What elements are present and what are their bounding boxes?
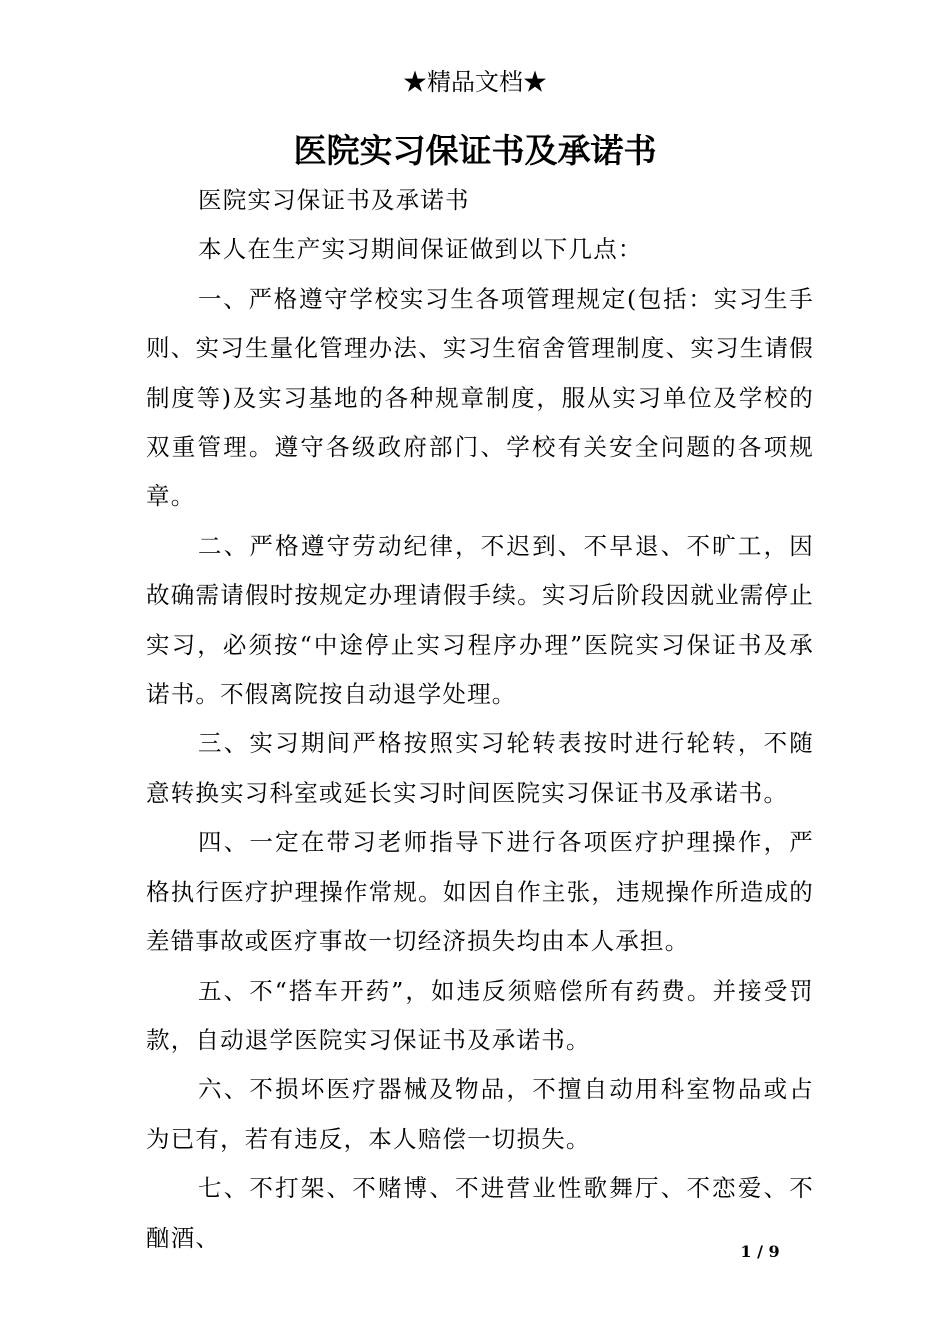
page-number: 1 / 9: [740, 1242, 780, 1261]
paragraph-item-3: 三、实习期间严格按照实习轮转表按时进行轮转，不随意转换实习科室或延长实习时间医院实习保证书及承诺书。: [146, 729, 814, 807]
paragraph-item-2: 二、严格遵守劳动纪律，不迟到、不早退、不旷工，因故确需请假时按规定办理请假手续。实习后阶段因就业需停止实习，必须按“中途停止实习程序办理”医院实习保证书及承诺书。不假离院按自动退学处理。: [146, 531, 814, 709]
paragraph-subtitle: 医院实习保证书及承诺书: [198, 186, 470, 214]
paragraph-item-7: 七、不打架、不赌博、不进营业性歌舞厅、不恋爱、不酗酒、: [146, 1174, 814, 1252]
paragraph-item-5: 五、不“搭车开药”，如违反须赔偿所有药费。并接受罚款，自动退学医院实习保证书及承诺书。: [146, 976, 814, 1054]
paragraph-item-4: 四、一定在带习老师指导下进行各项医疗护理操作，严格执行医疗护理操作常规。如因自作主张，违规操作所造成的差错事故或医疗事故一切经济损失均由本人承担。: [146, 828, 814, 956]
document-body: [146, 176, 814, 1263]
paragraph-intro: 本人在生产实习期间保证做到以下几点：: [198, 235, 643, 264]
page-header: ★精品文档★: [403, 68, 547, 96]
paragraph-item-6: 六、不损坏医疗器械及物品，不擅自动用科室物品或占为已有，若有违反，本人赔偿一切损失。: [146, 1075, 814, 1153]
paragraph-item-1: 一、严格遵守学校实习生各项管理规定(包括：实习生手则、实习生量化管理办法、实习生宿舍管理制度、实习生请假制度等)及实习基地的各种规章制度，服从实习单位及学校的双重管理。遵守各级政府部门、学校有关安全问题的各项规章。: [146, 284, 814, 511]
document-title: 医院实习保证书及承诺书: [293, 131, 657, 170]
